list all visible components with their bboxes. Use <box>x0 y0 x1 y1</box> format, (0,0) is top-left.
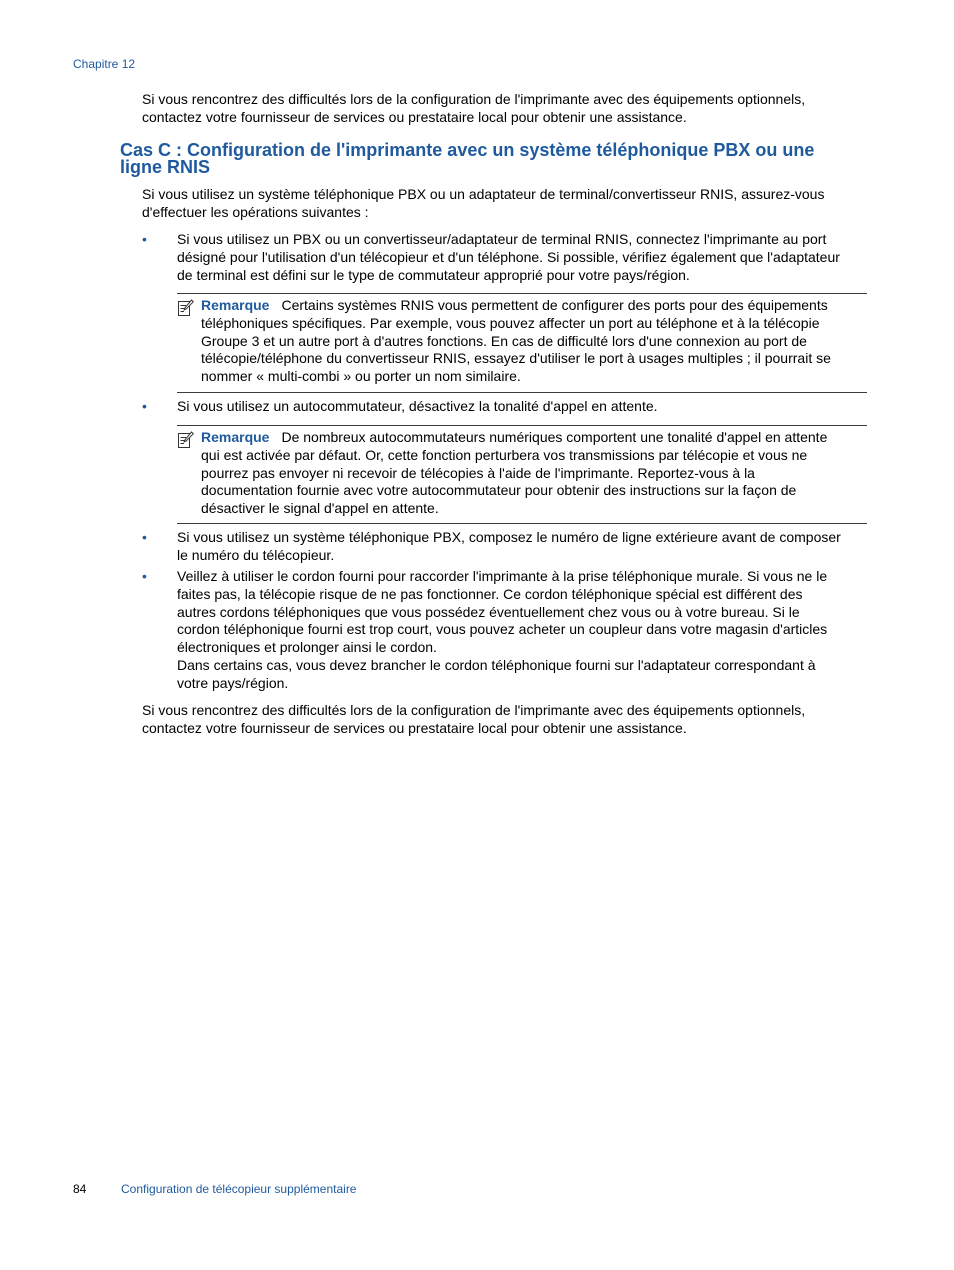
note-line <box>201 297 867 315</box>
list-item-line: votre pays/région. <box>177 674 289 691</box>
lead-line: d'effectuer les opérations suivantes : <box>142 203 369 220</box>
intro-line: contactez votre fournisseur de services ou prestataire local pour obtenir une assistance. <box>142 108 687 125</box>
note-line: téléphoniques spécifiques. Par exemple, vous pouvez affecter un port au téléphone et à la télécopie <box>201 314 820 331</box>
list-item-line: Si vous utilisez un système téléphonique PBX, composez le numéro de ligne extérieure avant de composer <box>177 529 841 545</box>
list-item-line: de terminal est défini sur le type de commutateur approprié pour votre pays/région. <box>177 266 690 283</box>
closing-line: Si vous rencontrez des difficultés lors de la configuration de l'imprimante avec des équipements optionnels, <box>142 702 806 718</box>
note-label: Remarque <box>201 297 270 313</box>
list-item-line: faites pas, la télécopie risque de ne pas fonctionner. Ce cordon téléphonique spécial est différent des <box>177 585 803 602</box>
note-text <box>201 429 867 518</box>
note-line: pourrez pas envoyer ni recevoir de télécopies à l'aide de l'imprimante. Reportez-vous à la <box>201 464 755 481</box>
note-line: documentation fournie avec votre autocommutateur pour obtenir des instructions sur la façon de <box>201 482 797 499</box>
note-line-text: Certains systèmes RNIS vous permettent de configurer des ports pour des équipements <box>281 297 828 313</box>
intro-paragraph <box>142 91 805 127</box>
list-item-text <box>177 398 658 416</box>
list-item <box>142 529 841 565</box>
note-icon <box>177 431 194 449</box>
note-box <box>177 425 867 524</box>
footer-section-title: Configuration de télécopieur supplémentaire <box>121 1182 357 1196</box>
note-label: Remarque <box>201 429 270 445</box>
note-line-text: De nombreux autocommutateurs numériques comportent une tonalité d'appel en attente <box>281 429 828 445</box>
list-item <box>142 568 827 693</box>
list-item-line: désigné pour l'utilisation d'un télécopieur et d'un téléphone. Si possible, vérifiez également que l'adaptateur <box>177 248 840 265</box>
list-item-text <box>177 231 840 284</box>
note-text <box>201 297 867 386</box>
note-line: Groupe 3 et un autre port à d'autres fonctions. En cas de difficulté lors d'une connexion au port de <box>201 332 807 349</box>
intro-line: Si vous rencontrez des difficultés lors de la configuration de l'imprimante avec des équipements optionnels, <box>142 91 806 107</box>
note-box <box>177 293 867 393</box>
bullet: • <box>142 568 147 584</box>
bullet: • <box>142 231 147 247</box>
heading-line: Cas C : Configuration de l'imprimante avec un système téléphonique PBX ou une <box>120 140 815 160</box>
note-icon <box>177 299 194 317</box>
list-item-line: Si vous utilisez un autocommutateur, désactivez la tonalité d'appel en attente. <box>177 398 658 414</box>
note-line: désactiver le signal d'appel en attente. <box>201 500 439 517</box>
closing-paragraph <box>142 702 805 738</box>
list-item <box>142 398 658 416</box>
list-item-text <box>177 529 841 565</box>
bullet: • <box>142 398 147 414</box>
list-item-line: Dans certains cas, vous devez brancher le cordon téléphonique fourni sur l'adaptateur correspondant à <box>177 656 816 673</box>
lead-paragraph <box>142 186 824 222</box>
lead-line: Si vous utilisez un système téléphonique PBX ou un adaptateur de terminal/convertisseur RNIS, assurez-vous <box>142 186 825 202</box>
section-heading <box>120 142 814 176</box>
list-item-text <box>177 568 827 693</box>
list-item-line: le numéro du télécopieur. <box>177 546 335 563</box>
note-line: nommer « multi-combi » ou porter un nom similaire. <box>201 368 521 385</box>
list-item <box>142 231 840 284</box>
closing-line: contactez votre fournisseur de services ou prestataire local pour obtenir une assistance. <box>142 719 687 736</box>
heading-line: ligne RNIS <box>120 157 211 177</box>
footer-page-number: 84 <box>73 1182 87 1196</box>
list-item-line: Si vous utilisez un PBX ou un convertisseur/adaptateur de terminal RNIS, connectez l'imprimante au port <box>177 231 827 247</box>
note-line: qui est activée par défaut. Or, cette fonction perturbera vos transmissions par télécopie et vous ne <box>201 446 808 463</box>
bullet: • <box>142 529 147 545</box>
list-item-line: Veillez à utiliser le cordon fourni pour raccorder l'imprimante à la prise téléphonique murale. Si vous ne le <box>177 568 828 584</box>
list-item-line: cordon téléphonique fourni est trop court, vous pouvez acheter un coupleur dans votre magasin d'articles <box>177 621 828 638</box>
list-item-line: autres cordons téléphoniques que vous possédez éventuellement chez vous ou à votre bureau. Si le <box>177 603 800 620</box>
list-item-line: électroniques et prolonger ainsi le cordon. <box>177 639 437 656</box>
note-line: télécopie/téléphone du convertisseur RNIS, essayez d'utiliser le port à usages multiples ; il pourrait se <box>201 350 831 367</box>
note-line <box>201 429 867 447</box>
running-header-chapter: Chapitre 12 <box>73 57 136 71</box>
